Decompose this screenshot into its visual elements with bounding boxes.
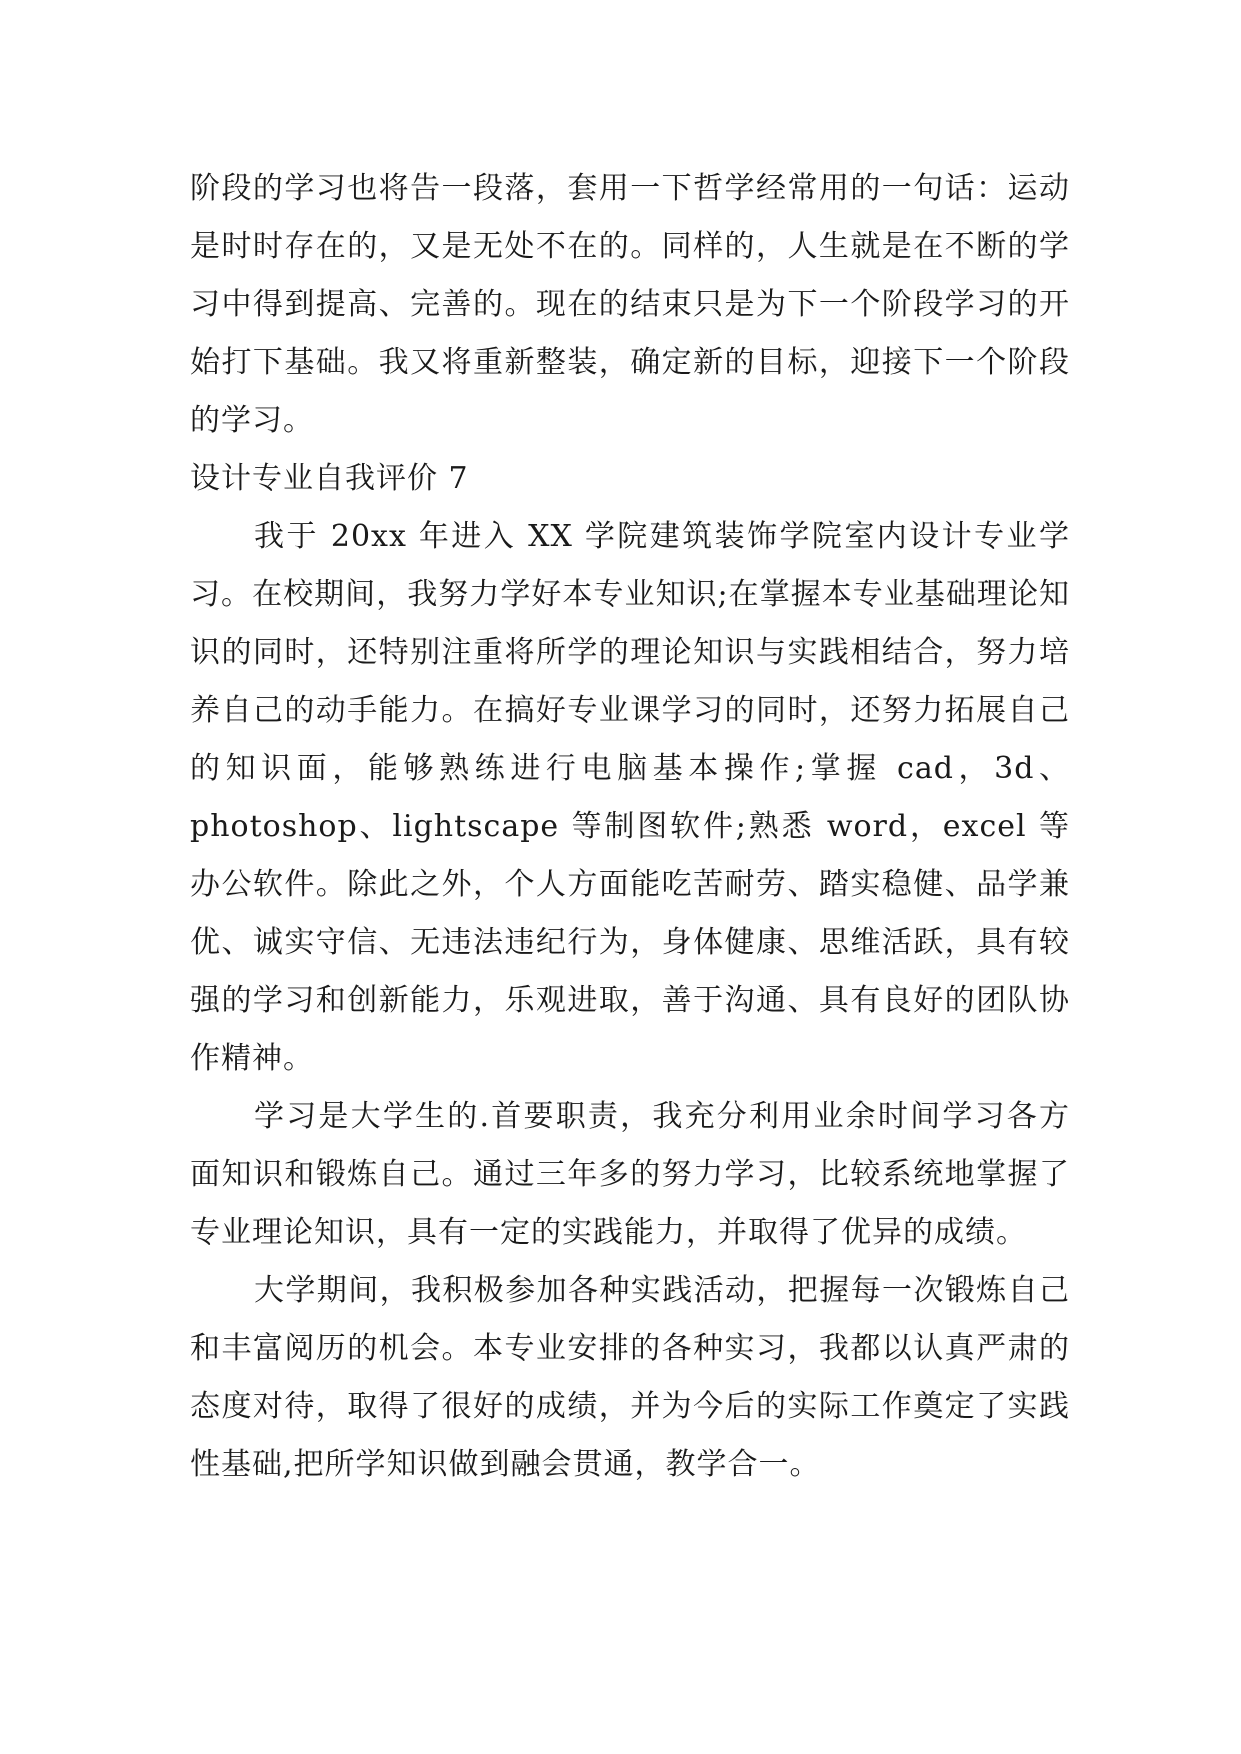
section-title: 设计专业自我评价 7 (190, 461, 469, 496)
body-paragraph-2: 学习是大学生的.首要职责，我充分利用业余时间学习各方面知识和锻炼自己。通过三年多的努力学习，比较系统地掌握了专业理论知识，具有一定的实践能力，并取得了优异的成绩。 (190, 1099, 1070, 1250)
continuation-paragraph: 阶段的学习也将告一段落，套用一下哲学经常用的一句话：运动是时时存在的，又是无处不在的。同样的，人生就是在不断的学习中得到提高、完善的。现在的结束只是为下一个阶段学习的开始打下基础。我又将重新整装，确定新的目标，迎接下一个阶段的学习。 (190, 171, 1070, 438)
body-paragraph-3: 大学期间，我积极参加各种实践活动，把握每一次锻炼自己和丰富阅历的机会。本专业安排的各种实习，我都以认真严肃的态度对待，取得了很好的成绩，并为今后的实际工作奠定了实践性基础,把所学知识做到融会贯通，教学合一。 (190, 1273, 1070, 1482)
body-paragraph-1: 我于 20xx 年进入 XX 学院建筑装饰学院室内设计专业学习。在校期间，我努力学好本专业知识;在掌握本专业基础理论知识的同时，还特别注重将所学的理论知识与实践相结合，努力培养自己的动手能力。在搞好专业课学习的同时，还努力拓展自己的知识面，能够熟练进行电脑基本操作;掌握 cad，3d、photoshop、lightscape 等制图软件;熟悉 word，excel 等办公软件。除此之外，个人方面能吃苦耐劳、踏实稳健、品学兼优、诚实守信、无违法违纪行为，身体健康、思维活跃，具有较强的学习和创新能力，乐观进取，善于沟通、具有良好的团队协作精神。 (190, 519, 1070, 1076)
document-body (190, 160, 1070, 1494)
